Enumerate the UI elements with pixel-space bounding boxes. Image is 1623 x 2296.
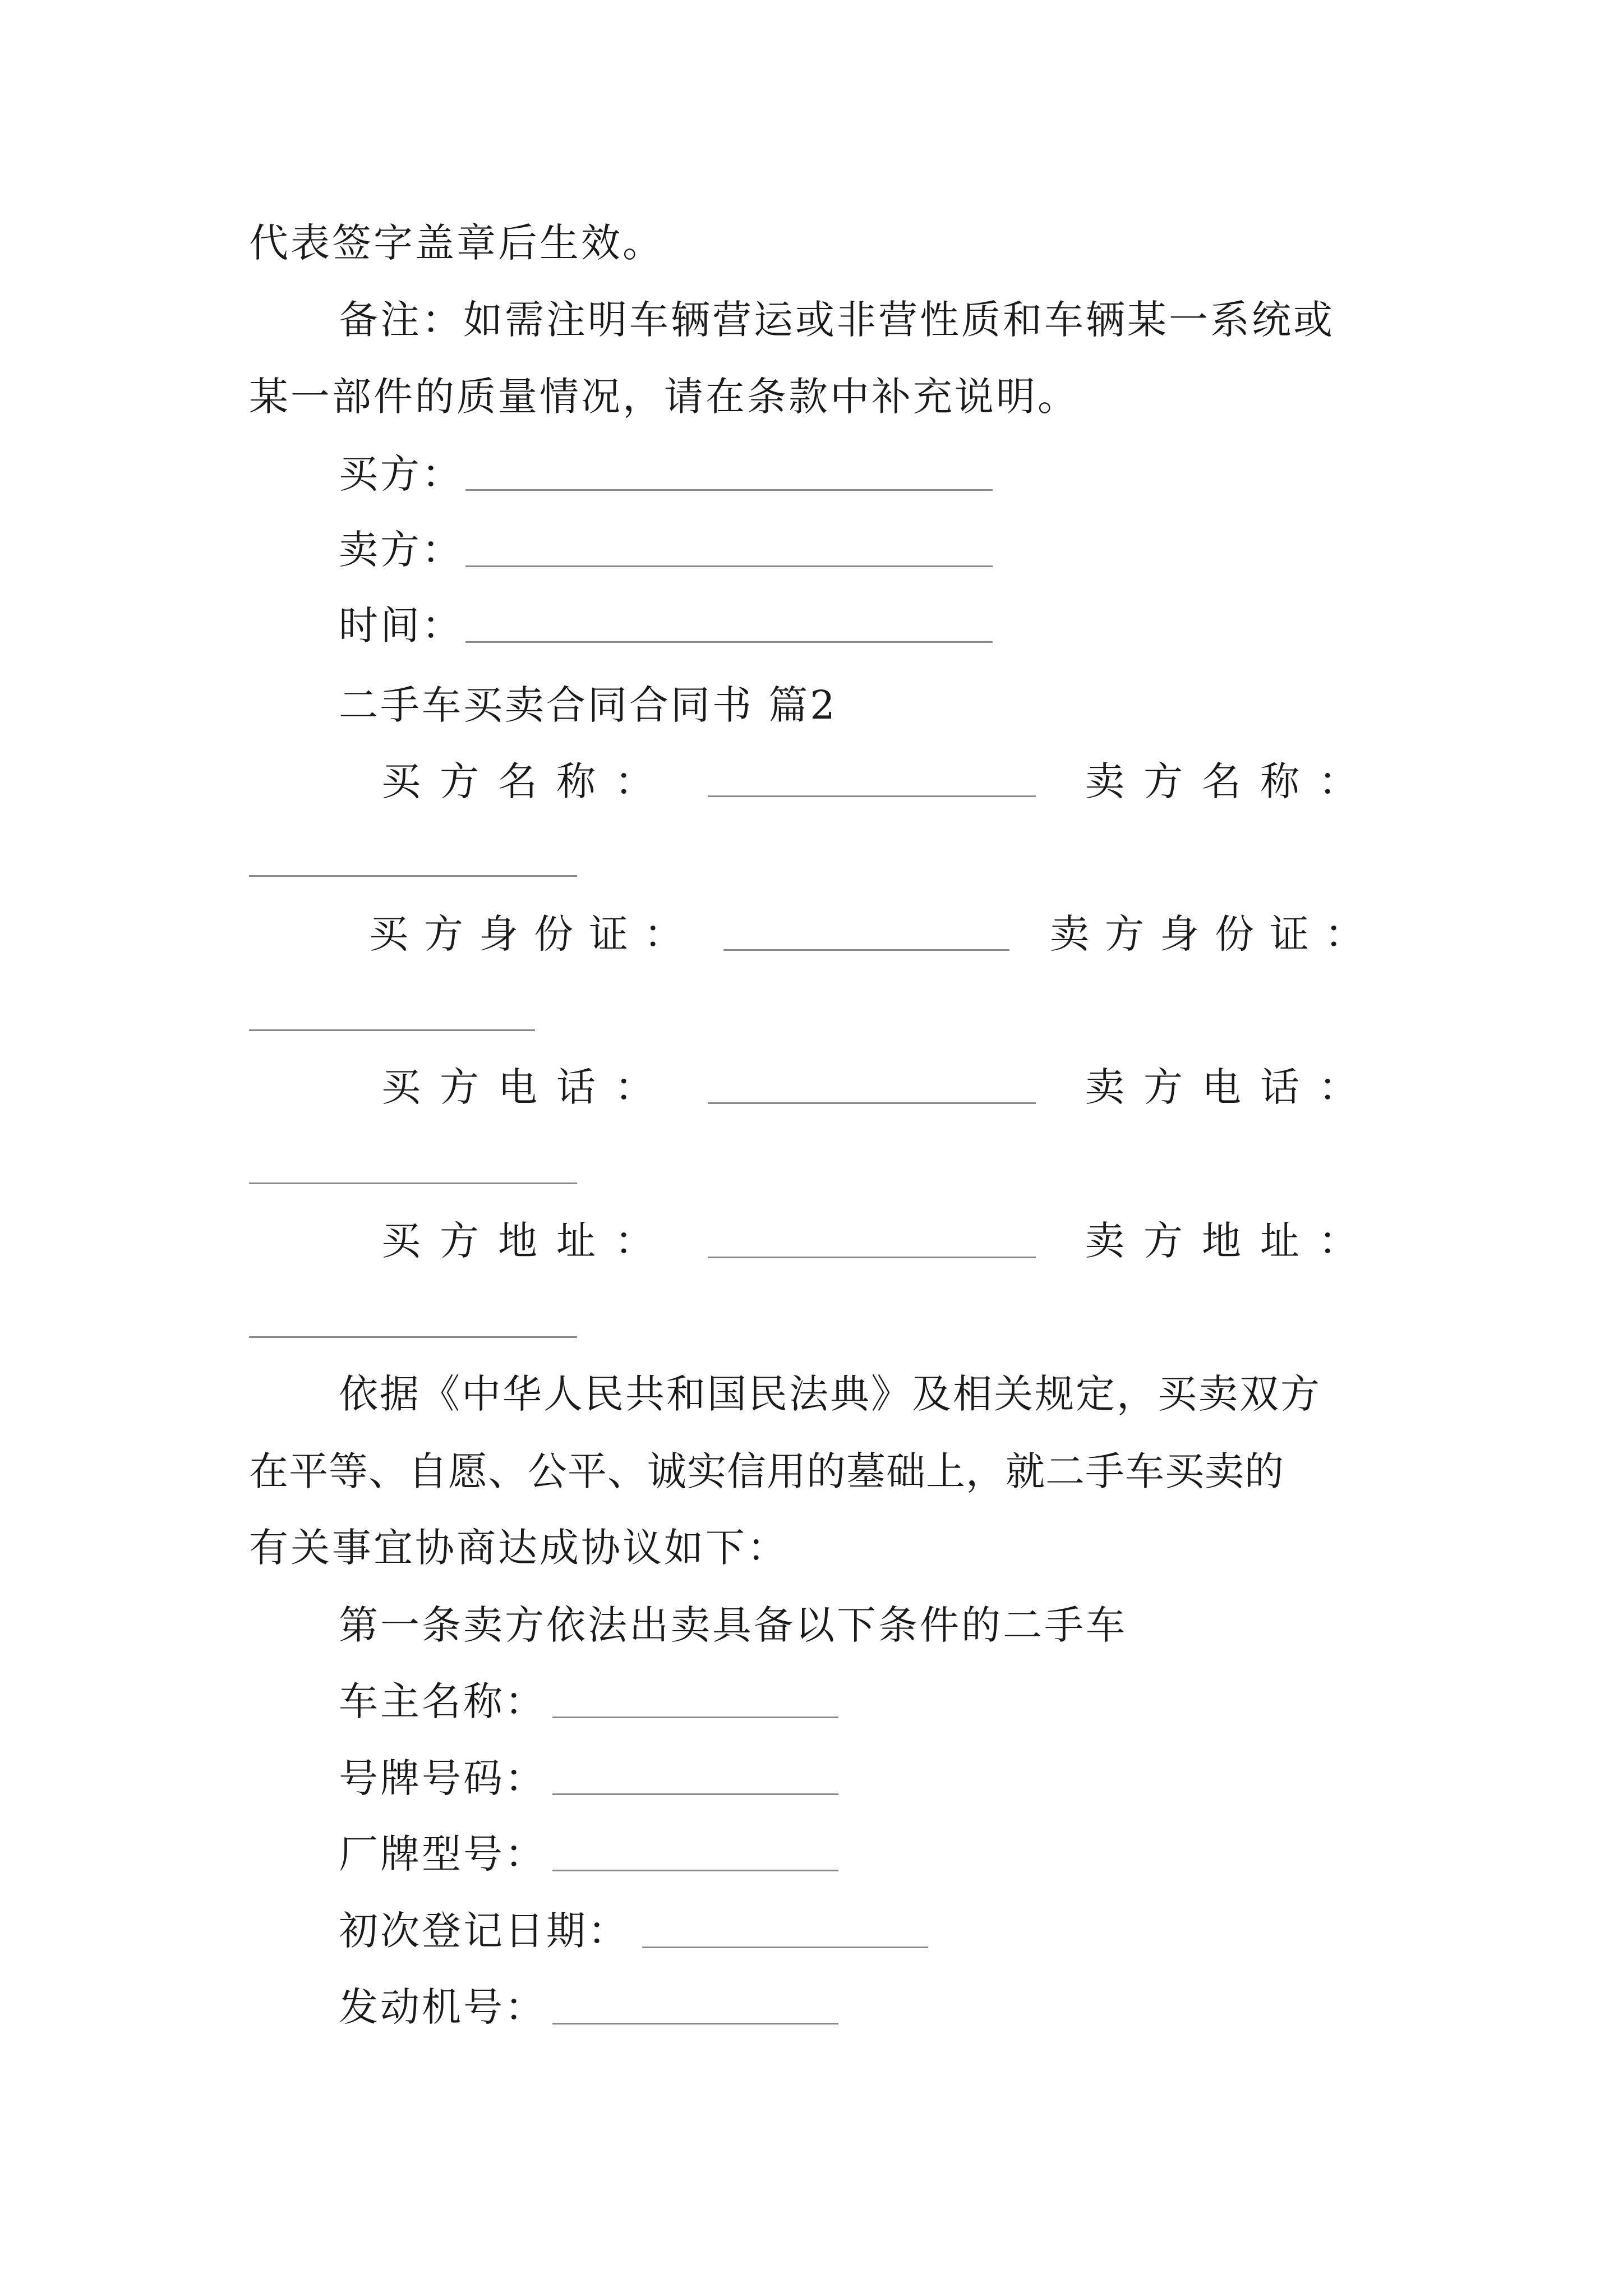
- seller-phone-blank: [249, 1182, 577, 1184]
- article-1: 第一条卖方依法出卖具备以下条件的二手车: [339, 1602, 1127, 1648]
- buyer-signature-blank: [465, 489, 993, 491]
- owner-name-blank: [552, 1717, 838, 1718]
- buyer-phone-blank: [708, 1102, 1036, 1104]
- buyer-address-label: 买方地址：: [381, 1218, 673, 1264]
- plate-number-blank: [552, 1793, 838, 1795]
- seller-name-label: 卖方名称：: [1085, 758, 1377, 804]
- intro-continued-line: 代表签字盖章后生效。: [249, 220, 664, 266]
- note-line-1: 备注：如需注明车辆营运或非营性质和车辆某一系统或: [339, 297, 1335, 343]
- buyer-signature-label: 买方：: [339, 451, 463, 497]
- buyer-name-blank: [708, 795, 1036, 797]
- time-label: 时间：: [339, 602, 463, 648]
- seller-phone-label: 卖方电话：: [1085, 1064, 1377, 1110]
- seller-id-label: 卖方身份证：: [1050, 911, 1380, 957]
- time-blank: [465, 641, 993, 643]
- brand-model-blank: [552, 1870, 838, 1871]
- brand-model-label: 厂牌型号：: [339, 1831, 546, 1877]
- note-line-2: 某一部件的质量情况，请在条款中补充说明。: [249, 374, 1079, 420]
- owner-name-label: 车主名称：: [339, 1678, 546, 1724]
- seller-id-blank: [249, 1029, 535, 1031]
- plate-number-label: 号牌号码：: [339, 1755, 546, 1801]
- seller-address-label: 卖方地址：: [1085, 1218, 1377, 1264]
- body-paragraph-line-3: 有关事宜协商达成协议如下：: [249, 1525, 789, 1571]
- seller-signature-label: 卖方：: [339, 527, 463, 573]
- seller-address-blank: [249, 1336, 577, 1338]
- buyer-address-blank: [708, 1257, 1036, 1258]
- body-paragraph-line-2: 在平等、自愿、公平、诚实信用的墓础上，就二手车买卖的: [249, 1448, 1284, 1494]
- first-registration-blank: [642, 1947, 928, 1948]
- seller-signature-blank: [465, 565, 993, 567]
- engine-number-label: 发动机号：: [339, 1984, 546, 2030]
- buyer-phone-label: 买方电话：: [381, 1064, 673, 1110]
- engine-number-blank: [552, 2023, 838, 2024]
- section-heading: 二手车买卖合同合同书 篇2: [339, 682, 837, 728]
- buyer-id-blank: [723, 949, 1009, 951]
- first-registration-label: 初次登记日期：: [339, 1908, 629, 1954]
- buyer-id-label: 买方身份证：: [369, 911, 699, 957]
- seller-name-blank: [249, 875, 577, 877]
- body-paragraph-line-1: 依据《中华人民共和国民法典》及相关规定，买卖双方: [339, 1371, 1321, 1417]
- buyer-name-label: 买方名称：: [381, 758, 673, 804]
